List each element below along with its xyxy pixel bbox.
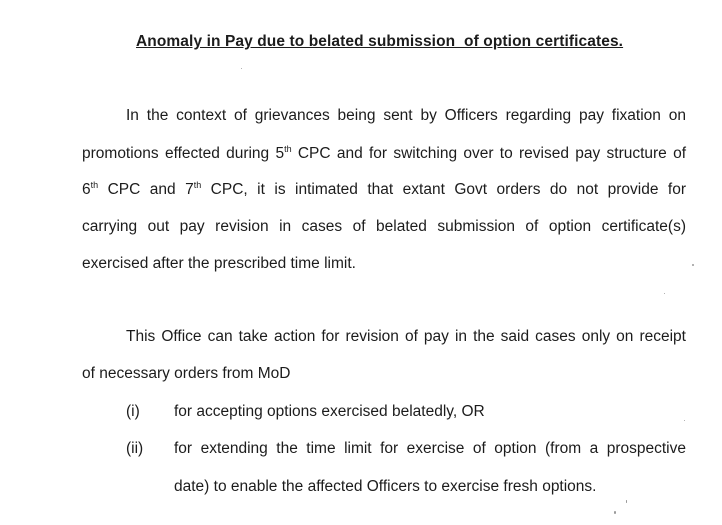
scan-speck xyxy=(684,420,685,421)
paragraph-1-line-3 xyxy=(82,180,686,200)
document-title: Anomaly in Pay due to belated submission of option certificates. xyxy=(136,33,624,50)
list-item-text: for accepting options exercised belatedly, OR xyxy=(174,403,485,420)
paragraph-1-line-2 xyxy=(82,144,686,164)
superscript: th xyxy=(284,143,292,154)
text-segment: CPC and 7 xyxy=(98,181,194,198)
text-segment: CPC and for switching over to revised pay structure of xyxy=(291,145,687,162)
scan-speck xyxy=(664,293,665,294)
paragraph-1-line-5: exercised after the prescribed time limit. xyxy=(82,255,356,272)
list-item-text: for extending the time limit for exercise of option (from a prospective xyxy=(174,440,686,457)
scan-speck xyxy=(614,511,616,514)
paragraph-1-line-1: In the context of grievances being sent by Officers regarding pay fixation on xyxy=(126,107,686,124)
superscript: th xyxy=(193,179,202,190)
superscript: th xyxy=(90,179,99,190)
scan-speck xyxy=(692,264,694,266)
paragraph-2-line-2: of necessary orders from MoD xyxy=(82,365,291,382)
text-segment: 6 xyxy=(82,181,91,198)
list-item-number: (i) xyxy=(126,403,140,420)
paragraph-2-line-1: This Office can take action for revision of pay in the said cases only on receipt xyxy=(126,328,686,345)
scan-speck xyxy=(241,68,242,69)
text-segment: promotions effected during 5 xyxy=(82,145,285,162)
list-item-text-continued: date) to enable the affected Officers to exercise fresh options. xyxy=(174,478,597,495)
scan-speck xyxy=(626,500,627,503)
list-item-number: (ii) xyxy=(126,440,144,457)
text-segment: CPC, it is intimated that extant Govt orders do not provide for xyxy=(201,181,686,198)
paragraph-1-line-4: carrying out pay revision in cases of belated submission of option certificate(s) xyxy=(82,218,686,235)
